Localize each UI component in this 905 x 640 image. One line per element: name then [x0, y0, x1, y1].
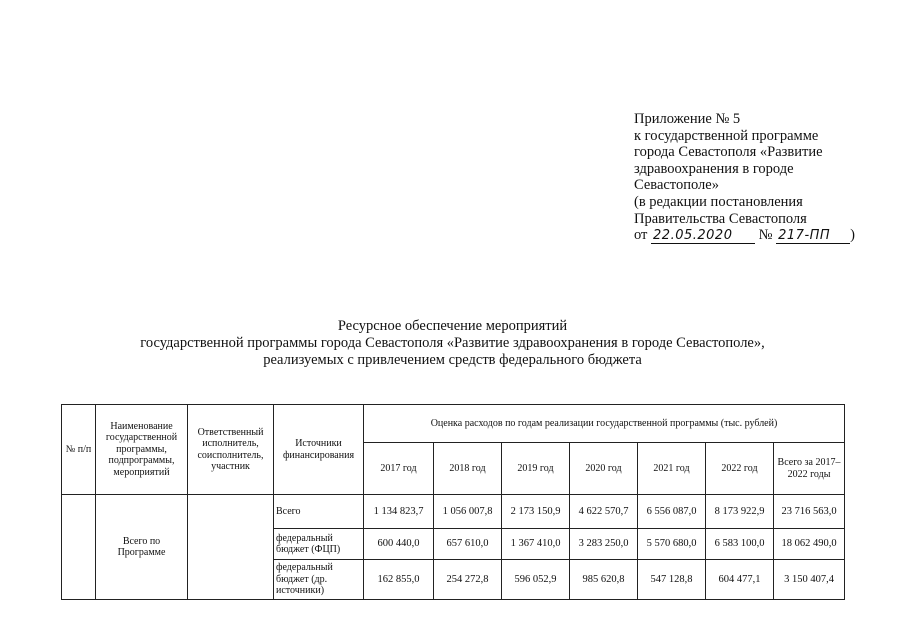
resource-table: [61, 404, 845, 600]
appendix-line: здравоохранения в городе: [634, 160, 794, 177]
header-year: 2018 год: [434, 443, 502, 495]
appendix-line: города Севастополя «Развитие: [634, 144, 823, 161]
source-cell: федеральный бюджет (ФЦП): [274, 529, 364, 560]
header-num: № п/п: [62, 405, 96, 495]
value-cell: 1 056 007,8: [434, 495, 502, 529]
header-year-total: Всего за 2017–2022 годы: [774, 443, 845, 495]
appendix-line: Севастополе»: [634, 177, 719, 194]
value-cell: 1 134 823,7: [364, 495, 434, 529]
header-year: 2020 год: [570, 443, 638, 495]
title-line-3: реализуемых с привлечением средств федерального бюджета: [263, 352, 642, 368]
appendix-line: Правительства Севастополя: [634, 210, 807, 227]
value-cell: 657 610,0: [434, 529, 502, 560]
value-cell-total: 23 716 563,0: [774, 495, 845, 529]
document-title: [0, 318, 905, 369]
value-cell: 6 583 100,0: [706, 529, 774, 560]
number-prefix: №: [758, 227, 773, 244]
header-year: 2021 год: [638, 443, 706, 495]
value-cell: 596 052,9: [502, 560, 570, 600]
value-cell: 1 367 410,0: [502, 529, 570, 560]
resolution-number: 217-ПП: [776, 229, 850, 244]
resolution-date: 22.05.2020: [651, 229, 755, 244]
value-cell: 547 128,8: [638, 560, 706, 600]
value-cell: 8 173 922,9: [706, 495, 774, 529]
source-cell: Всего: [274, 495, 364, 529]
appendix-line: к государственной программе: [634, 127, 819, 144]
date-prefix: от: [634, 227, 648, 244]
value-cell: 162 855,0: [364, 560, 434, 600]
header-name: Наименование государственной программы, подпрограммы, мероприятий: [96, 405, 188, 495]
header-estimate: Оценка расходов по годам реализации государственной программы (тыс. рублей): [364, 405, 845, 443]
value-cell: 2 173 150,9: [502, 495, 570, 529]
value-cell: 985 620,8: [570, 560, 638, 600]
header-responsible: Ответственный исполнитель, соисполнитель, участник: [188, 405, 274, 495]
header-year: 2022 год: [706, 443, 774, 495]
source-cell: федеральный бюджет (др. источники): [274, 560, 364, 600]
appendix-line: Приложение № 5: [634, 111, 741, 127]
value-cell: 254 272,8: [434, 560, 502, 600]
value-cell: 604 477,1: [706, 560, 774, 600]
value-cell: 5 570 680,0: [638, 529, 706, 560]
value-cell: 3 283 250,0: [570, 529, 638, 560]
header-year: 2017 год: [364, 443, 434, 495]
table-row: [62, 495, 845, 529]
appendix-block: [634, 111, 894, 244]
header-sources: Источники финансирования: [274, 405, 364, 495]
closing-paren: ): [850, 227, 855, 244]
row-responsible: [188, 495, 274, 600]
value-cell-total: 3 150 407,4: [774, 560, 845, 600]
value-cell: 600 440,0: [364, 529, 434, 560]
header-year: 2019 год: [502, 443, 570, 495]
row-num: [62, 495, 96, 600]
value-cell: 4 622 570,7: [570, 495, 638, 529]
group-label: Всего по Программе: [96, 495, 188, 600]
appendix-line: (в редакции постановления: [634, 193, 803, 210]
header-row: [62, 405, 845, 443]
title-line-1: Ресурсное обеспечение мероприятий: [337, 318, 568, 334]
resolution-line: [634, 227, 894, 244]
value-cell-total: 18 062 490,0: [774, 529, 845, 560]
value-cell: 6 556 087,0: [638, 495, 706, 529]
title-line-2: государственной программы города Севастополя «Развитие здравоохранения в городе Севастополе»,: [140, 335, 765, 351]
